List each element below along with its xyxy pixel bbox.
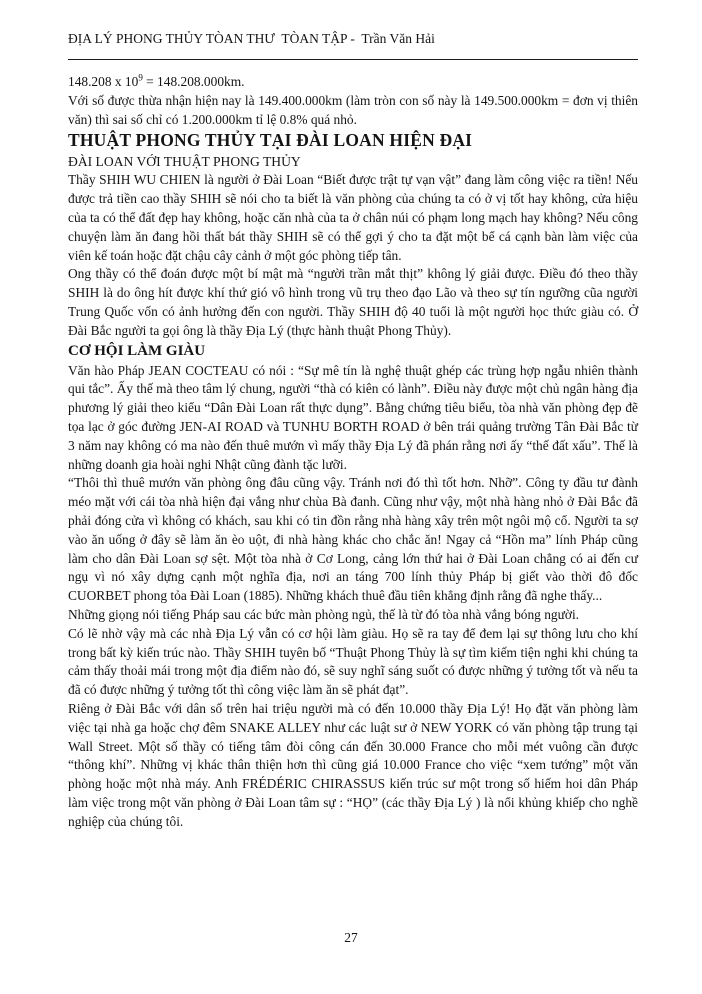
body-text bbox=[68, 73, 638, 831]
paragraph: Ong thầy có thể đoán được một bí mật mà “người trần mắt thịt” không lý giải được. Điều đó theo thầy SHIH là do ông hít được khí thứ gió vô hình trong vũ trụ theo đạo Lão và theo sự tín ngưỡng cũa người Trung Quốc vốn có ảnh hưởng đến con người. Thầy SHIH độ 40 tuổi là một người học thức giàu có. Ở Đài Bắc người ta gọi ông là thầy Địa Lý (thực hành thuật Phong Thủy). bbox=[68, 266, 638, 338]
section-title-rich: CƠ HỘI LÀM GIÀU bbox=[68, 342, 206, 359]
page-number: 27 bbox=[344, 930, 358, 945]
paragraph: Riêng ở Đài Bắc với dân số trên hai triệu người mà có đến 10.000 thầy Địa Lý! Họ đặt văn phòng làm việc tại nhà ga hoặc chợ đêm SNAKE ALLEY như các luật sư ở NEW YORK có văn phòng tập trung tại Wall Street. Một số thầy có tiếng tâm đòi công cán đến 30.000 France cho mỗi mét vuông cần được “thông khí”. Những vị khác thân thiện hơn thì cũng giá 10.000 France cho việc “xem tướng” một văn phòng hoặc một nhà máy. Anh FRÉDÉRIC CHIRASSUS kiến trúc sư một trong số hiếm hoi dân Pháp làm việc trong một văn phòng ở Đài Loan tâm sự : “HỌ” (các thầy Địa Lý ) là nổi khủng khiếp cho nghề nghiệp của chúng tôi. bbox=[68, 700, 638, 829]
formula-line bbox=[68, 73, 638, 92]
paragraph: Những giọng nói tiếng Pháp sau các bức màn phòng ngủ, thế là từ đó tòa nhà vắng bóng người. bbox=[68, 606, 580, 622]
running-header-title: ĐỊA LÝ PHONG THỦY TÒAN THƯ TÒAN TẬP - Trần Văn Hải bbox=[68, 31, 435, 46]
formula-exponent: 9 bbox=[138, 72, 143, 83]
paragraph: Có lẽ nhờ vậy mà các nhà Địa Lý vẫn có cơ hội làm giàu. Họ sẽ ra tay để đem lại sự thông lưu cho khí trong bất kỳ kiến trúc nào. Thầy SHIH tuyên bố “Thuật Phong Thủy là sự tìm kiếm tiện nghi khi chúng ta cảm thấy thoải mái trong một địa điểm nào đó, sẽ suy nghĩ sáng suốt có được những ý tưởng tốt và nếu ta đã có được những ý tưởng tốt thì công việc làm ăn sẽ phát đạt”. bbox=[68, 625, 638, 698]
paragraph: Văn hào Pháp JEAN COCTEAU có nói : “Sự mê tín là nghệ thuật ghép các trùng hợp ngẫu nhiên thành qui tắc”. Ấy thế mà theo tâm lý chung, người “thà có kiên có lành”. Điều này được một chủ ngân hàng địa phương lý giải theo kiểu “Dân Đài Loan rất thực dụng”. Bằng chứng tiêu biểu, tòa nhà văn phòng đẹp đẽ tọa lạc ở góc đường JEN-AI ROAD và TUNHU BORTH ROAD ở bên trái quảng trường Tân Đài Bắc từ 3 năm nay không có ma nào đến thuê mướn vì mấy thầy Địa Lý đã phán rằng nơi ấy “thế đất xấu”. Thế là những doanh gia hoài nghi Nhật cũng đành tặc lưỡi. bbox=[68, 362, 638, 472]
section-subtitle-taiwan: ĐÀI LOAN VỚI THUẬT PHONG THỦY bbox=[68, 154, 301, 170]
section-title-taiwan: THUẬT PHONG THỦY TẠI ĐÀI LOAN HIỆN ĐẠI bbox=[68, 130, 473, 151]
paragraph: Thầy SHIH WU CHIEN là người ở Đài Loan “Biết được trật tự vạn vật” đang làm công việc ra tiền! Nếu được trả tiền cao thầy SHIH sẽ nói cho ta biết là văn phòng của chúng ta có ở vị tốt hay không, cửa hiệu của ta có thể đất đẹp hay không, hoặc căn nhà của ta ở chân núi có phạm long mạch hay không? Nếu công chuyện làm ăn đang hồi thất bát thầy SHIH sẽ có thể gợi ý cho ta đặt một bể cá cạnh bàn làm việc của viên kế toán hoặc đặt chậu cây cảnh ở một góc phòng tiếp tân. bbox=[68, 172, 638, 263]
intro-paragraph: Với số được thừa nhận hiện nay là 149.400.000km (làm tròn con số này là 149.500.000km = đơn vị thiên văn) thì sai số chỉ có 1.200.000km tỉ lệ 0.8% quá nhỏ. bbox=[68, 92, 638, 127]
formula-base: 148.208 x 10 bbox=[68, 74, 139, 89]
paragraph: “Thôi thì thuê mướn văn phòng ông đâu cũng vậy. Tránh nơi đó thì tốt hơn. Nhỡ”. Công ty đầu tư đành méo mặt với cái tòa nhà hiện đại vắng như chùa Bà đanh. Cũng như vậy, một nhà hàng nhỏ ở Đài Bắc đã phải đóng cửa vì không có khách, sau khi có tin đồn rằng nhà hàng xây trên một ngôi mộ cổ. Người ta sợ vào ăn uống ở đây sẽ làm ăn èo uột, đi nhà hàng khác cho chắc ăn! Ngay cả “Hồn ma” lính Pháp cũng làm cho dân Đài Loan sợ sệt. Một tòa nhà ở Cơ Long, cảng lớn thứ hai ở Đài Loan chẳng có ai đến cư ngụ vì nó xây dựng cạnh một nghĩa địa, nơi an táng 700 lính thủy Pháp bị giết vào thời đô đốc CUORBET phong tỏa Đài Loan (1885). Những khách thuê đầu tiên khẳng định rằng đã nghe thấy... bbox=[68, 475, 638, 604]
header-rule bbox=[68, 59, 638, 60]
formula-rest: = 148.208.000km. bbox=[142, 74, 245, 89]
